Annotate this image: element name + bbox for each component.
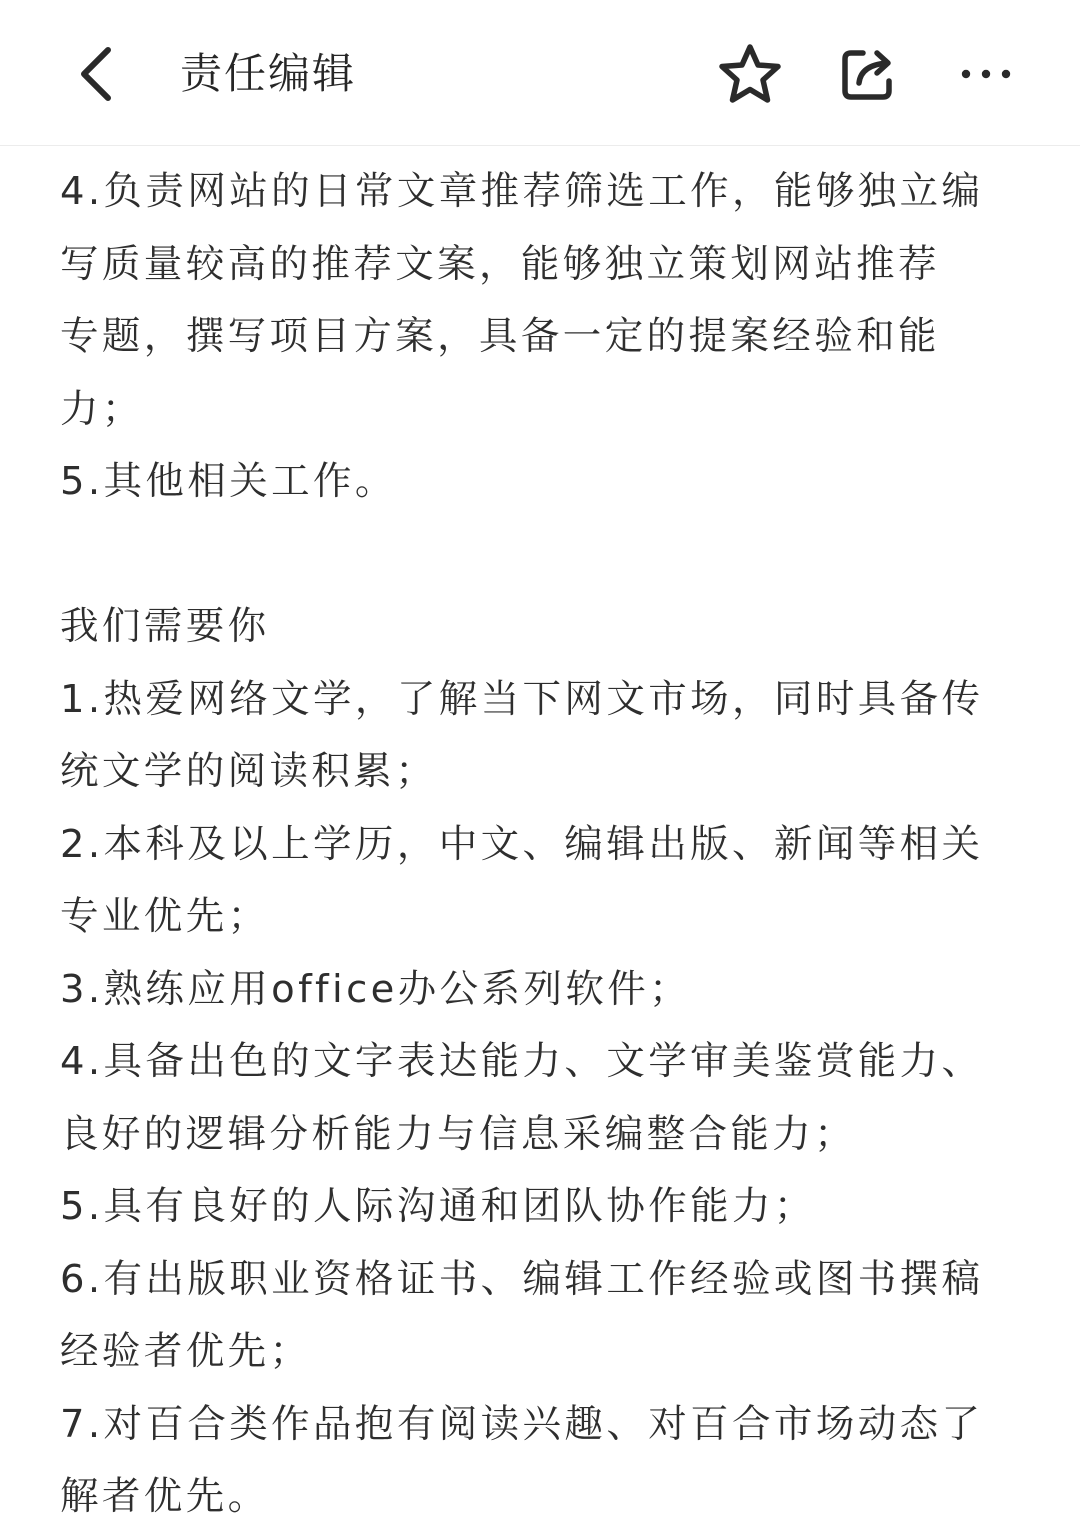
favorite-button[interactable] (712, 38, 788, 110)
text-line: 专业优先； (60, 894, 270, 939)
more-button[interactable] (948, 38, 1024, 110)
chevron-left-icon (76, 44, 116, 104)
text-line: 良好的逻辑分析能力与信息采编整合能力； (60, 1111, 857, 1157)
text-line: 统文学的阅读积累； (60, 749, 438, 794)
text-line: 2.本科及以上学历，中文、编辑出版、新闻等相关 (60, 821, 984, 867)
text-line: 写质量较高的推荐文案，能够独立策划网站推荐 (60, 241, 940, 287)
page-title: 责任编辑 (180, 49, 357, 98)
article-body (60, 156, 1022, 1534)
text-line: 7.对百合类作品抱有阅读兴趣、对百合市场动态了 (60, 1401, 984, 1447)
share-button[interactable] (830, 38, 906, 110)
text-line: 经验者优先； (60, 1329, 312, 1374)
text-line: 3.熟练应用office办公系列软件； (60, 966, 692, 1012)
text-line: 解者优先。 (60, 1474, 270, 1519)
back-button[interactable] (62, 38, 130, 110)
text-line: 4.负责网站的日常文章推荐筛选工作，能够独立编 (60, 169, 984, 214)
text-line: 5.具有良好的人际沟通和团队协作能力； (60, 1184, 816, 1229)
share-icon (837, 43, 899, 105)
star-outline-icon (718, 43, 782, 105)
text-line: 4.具备出色的文字表达能力、文学审美鉴赏能力、 (60, 1039, 984, 1084)
text-line: 5.其他相关工作。 (60, 459, 397, 504)
top-navigation-bar (0, 0, 1080, 146)
text-line: 专题，撰写项目方案，具备一定的提案经验和能 (60, 314, 940, 359)
text-line: 1.热爱网络文学，了解当下网文市场，同时具备传 (60, 676, 984, 722)
text-line: 力； (60, 386, 144, 432)
section-heading: 我们需要你 (60, 604, 270, 649)
text-line: 6.有出版职业资格证书、编辑工作经验或图书撰稿 (60, 1256, 984, 1302)
blank-line (60, 519, 1022, 592)
more-horizontal-icon (956, 64, 1016, 84)
